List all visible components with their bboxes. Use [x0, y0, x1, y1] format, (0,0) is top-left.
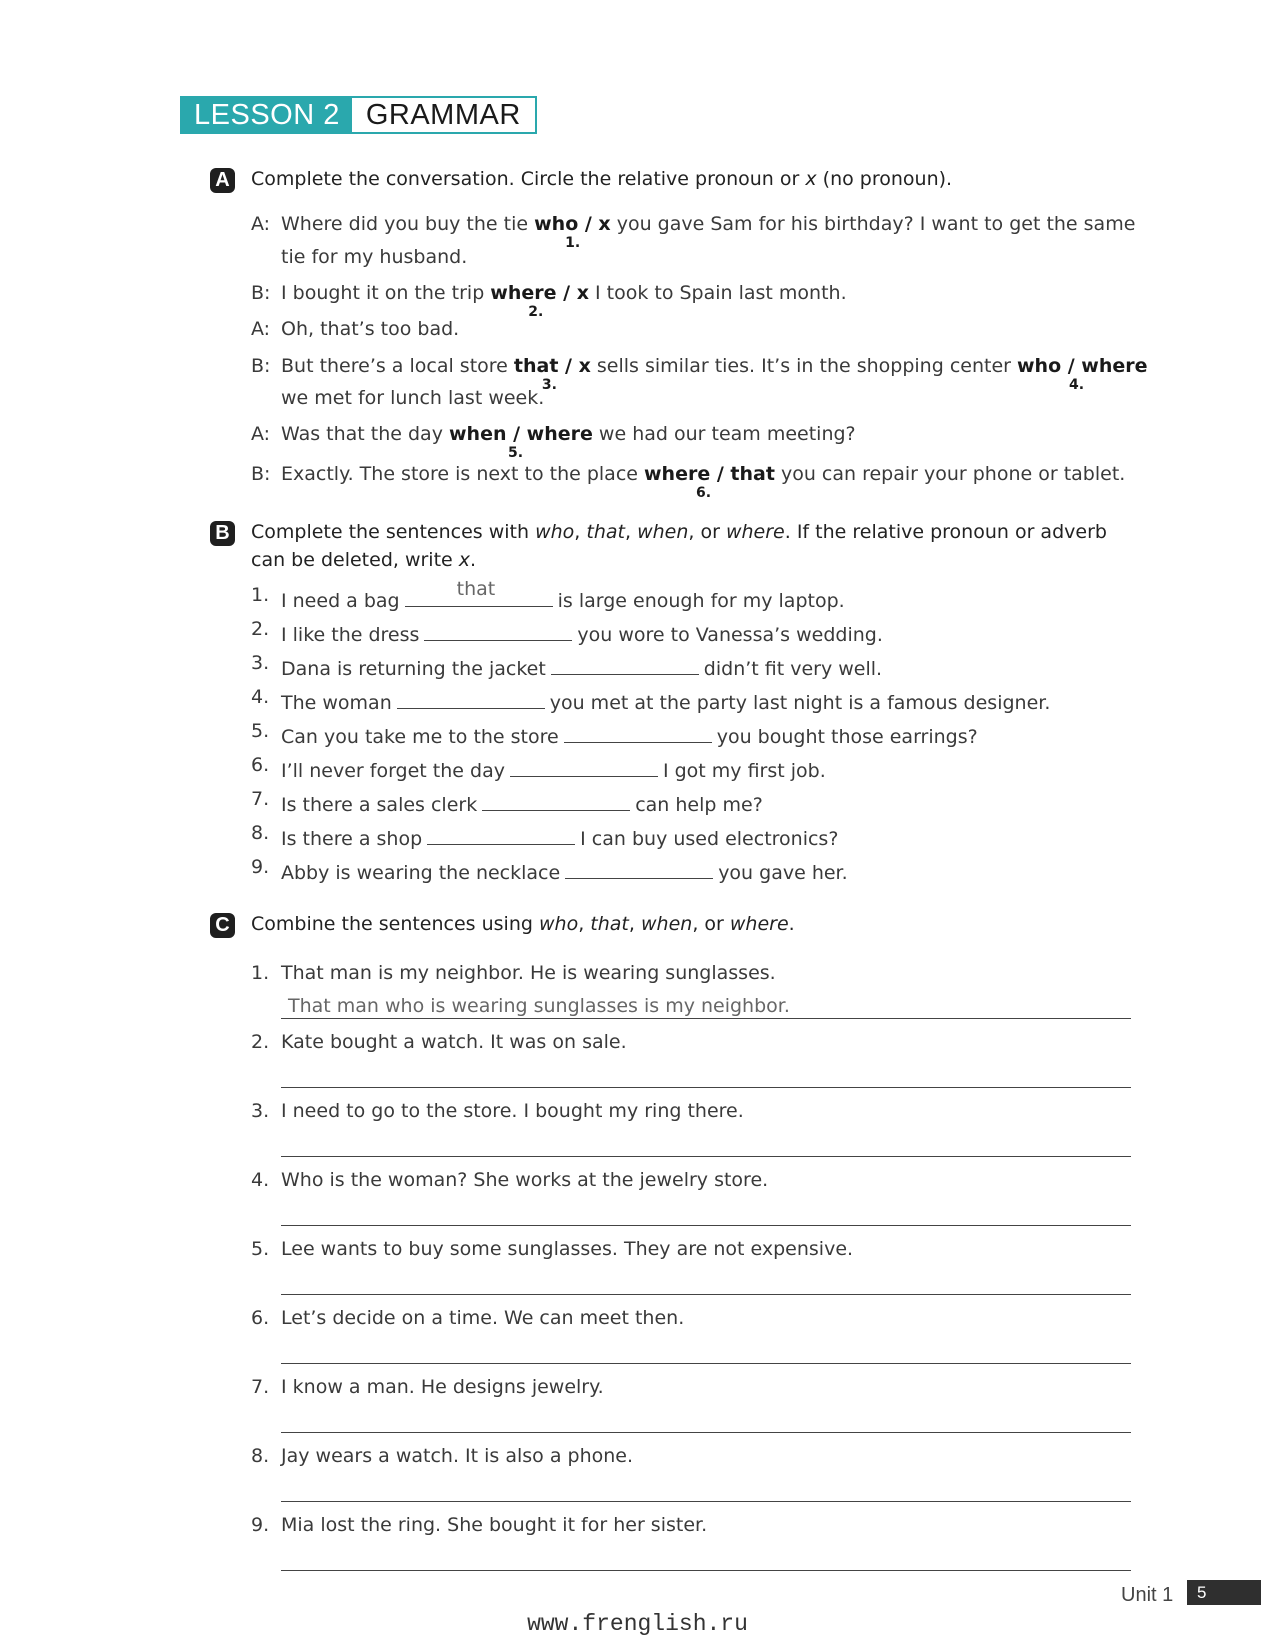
sentence-start: Abby is wearing the necklace: [281, 862, 561, 884]
answer-blank[interactable]: [397, 686, 545, 709]
item-number: 9.: [251, 856, 270, 878]
dialogue-line: [281, 355, 1148, 393]
sentences-to-combine: I need to go to the store. I bought my ring there.: [281, 1100, 744, 1122]
item-marker: 5.: [508, 445, 524, 461]
answer-blank[interactable]: [482, 788, 630, 811]
answer-blank[interactable]: [405, 578, 553, 607]
sentence-start: I’ll never forget the day: [281, 760, 505, 782]
dialogue-text: you gave Sam for his birthday? I want to get the same: [610, 213, 1136, 235]
fill-in-sentence: [281, 788, 763, 816]
item-number: 8.: [251, 822, 270, 844]
instruction-text: Complete the conversation. Circle the relative pronoun or: [251, 168, 806, 190]
answer-blank[interactable]: [565, 856, 713, 879]
unit-label: Unit 1: [1121, 1584, 1174, 1606]
dialogue-text: we had our team meeting?: [592, 423, 856, 445]
item-number: 6.: [251, 754, 270, 776]
sentence-start: Is there a shop: [281, 828, 423, 850]
pronoun-choice[interactable]: that / x 3.: [513, 355, 591, 393]
section-a-badge: A: [210, 168, 235, 193]
handwritten-answer: that: [456, 578, 496, 600]
speaker-label: B:: [251, 282, 271, 304]
dialogue-text: I took to Spain last month.: [588, 282, 847, 304]
fill-in-sentence: [281, 578, 845, 612]
dialogue-line: [281, 463, 1126, 501]
dialogue-text: Exactly. The store is next to the place: [281, 463, 644, 485]
sentences-to-combine: Lee wants to buy some sunglasses. They are not expensive.: [281, 1238, 854, 1260]
fill-in-sentence: [281, 822, 838, 850]
dialogue-line: [281, 423, 856, 461]
item-marker: 6.: [696, 485, 712, 501]
sentence-end: you bought those earrings?: [716, 726, 978, 748]
answer-blank[interactable]: [427, 822, 575, 845]
speaker-label: A:: [251, 423, 271, 445]
answer-blank[interactable]: [510, 754, 658, 777]
sentence-start: I need a bag: [281, 590, 400, 612]
sentences-to-combine: Mia lost the ring. She bought it for her sister.: [281, 1514, 708, 1536]
sentence-start: I like the dress: [281, 624, 420, 646]
answer-blank[interactable]: [564, 720, 712, 743]
sentences-to-combine: That man is my neighbor. He is wearing sunglasses.: [281, 962, 776, 984]
section-c-badge: C: [210, 913, 235, 938]
sentence-start: Can you take me to the store: [281, 726, 559, 748]
item-number: 4.: [251, 686, 270, 708]
pronoun-choice[interactable]: where / x 2.: [490, 282, 589, 320]
answer-line[interactable]: [281, 1225, 1131, 1226]
instruction-text: (no pronoun).: [816, 168, 953, 190]
sentence-end: I got my first job.: [662, 760, 826, 782]
sentence-start: Dana is returning the jacket: [281, 658, 546, 680]
section-b-instruction: Complete the sentences with who, that, when, or where. If the relative pronoun or adverb can be deleted, write x.: [251, 521, 1107, 571]
sentence-end: you met at the party last night is a famous designer.: [549, 692, 1051, 714]
answer-line[interactable]: [281, 1363, 1131, 1364]
item-number: 4.: [251, 1169, 270, 1191]
section-c-instruction: Combine the sentences using who, that, when, or where.: [251, 913, 795, 935]
item-number: 1.: [251, 962, 270, 984]
dialogue-text: Where did you buy the tie: [281, 213, 535, 235]
item-number: 5.: [251, 1238, 270, 1260]
sentence-end: you gave her.: [718, 862, 848, 884]
fill-in-sentence: [281, 686, 1050, 714]
item-number: 7.: [251, 1376, 270, 1398]
website-footer: www.frenglish.ru: [527, 1611, 748, 1637]
item-marker: 4.: [1069, 377, 1085, 393]
section-b-badge: B: [210, 521, 235, 546]
dialogue-text: But there’s a local store: [281, 355, 514, 377]
item-marker: 2.: [528, 304, 544, 320]
sentences-to-combine: Jay wears a watch. It is also a phone.: [281, 1445, 634, 1467]
handwritten-answer: That man who is wearing sunglasses is my neighbor.: [288, 995, 790, 1017]
fill-in-sentence: [281, 618, 883, 646]
item-number: 3.: [251, 1100, 270, 1122]
item-marker: 3.: [541, 377, 557, 393]
answer-line[interactable]: [281, 1432, 1131, 1433]
answer-blank[interactable]: [424, 618, 572, 641]
answer-blank[interactable]: [551, 652, 699, 675]
dialogue-text: sells similar ties. It’s in the shopping center: [590, 355, 1017, 377]
sentence-end: I can buy used electronics?: [580, 828, 839, 850]
sentence-end: can help me?: [635, 794, 763, 816]
item-number: 3.: [251, 652, 270, 674]
item-number: 6.: [251, 1307, 270, 1329]
dialogue-text: you can repair your phone or tablet.: [774, 463, 1126, 485]
item-number: 5.: [251, 720, 270, 742]
speaker-label: A:: [251, 318, 271, 340]
speaker-label: B:: [251, 463, 271, 485]
answer-line[interactable]: [281, 1156, 1131, 1157]
item-number: 1.: [251, 584, 270, 606]
dialogue-text: I bought it on the trip: [281, 282, 491, 304]
dialogue-line: [281, 282, 847, 320]
lesson-tag: LESSON 2: [182, 98, 352, 132]
sentences-to-combine: Kate bought a watch. It was on sale.: [281, 1031, 627, 1053]
dialogue-continuation: we met for lunch last week.: [281, 387, 545, 409]
sentence-end: is large enough for my laptop.: [557, 590, 845, 612]
speaker-label: B:: [251, 355, 271, 377]
sentence-start: Is there a sales clerk: [281, 794, 478, 816]
sentences-to-combine: Let’s decide on a time. We can meet then.: [281, 1307, 685, 1329]
pronoun-choice[interactable]: who / where 4.: [1017, 355, 1148, 393]
dialogue-continuation: tie for my husband.: [281, 246, 468, 268]
sentence-start: The woman: [281, 692, 392, 714]
speaker-label: A:: [251, 213, 271, 235]
pronoun-choice[interactable]: when / where 5.: [449, 423, 593, 461]
fill-in-sentence: [281, 720, 978, 748]
dialogue-line: Oh, that’s too bad.: [281, 318, 460, 340]
dialogue-line: [281, 213, 1136, 251]
fill-in-sentence: [281, 652, 882, 680]
sentences-to-combine: Who is the woman? She works at the jewelry store.: [281, 1169, 769, 1191]
answer-line[interactable]: [281, 1294, 1131, 1295]
dialogue-text: Was that the day: [281, 423, 449, 445]
item-marker: 1.: [565, 235, 581, 251]
fill-in-sentence: [281, 856, 848, 884]
section-a-instruction: [251, 165, 1131, 193]
instruction-x: x: [805, 168, 817, 190]
pronoun-choice[interactable]: where / that 6.: [644, 463, 775, 501]
pronoun-choice[interactable]: who / x 1.: [534, 213, 611, 251]
answer-line[interactable]: [281, 1087, 1131, 1088]
item-number: 2.: [251, 1031, 270, 1053]
fill-in-sentence: [281, 754, 826, 782]
item-number: 7.: [251, 788, 270, 810]
answer-line[interactable]: [281, 1018, 1131, 1019]
item-number: 9.: [251, 1514, 270, 1536]
sentence-end: didn’t fit very well.: [703, 658, 883, 680]
sentences-to-combine: I know a man. He designs jewelry.: [281, 1376, 604, 1398]
item-number: 8.: [251, 1445, 270, 1467]
item-number: 2.: [251, 618, 270, 640]
sentence-end: you wore to Vanessa’s wedding.: [577, 624, 883, 646]
lesson-title: GRAMMAR: [365, 99, 521, 131]
lesson-header: [180, 96, 537, 134]
page-number: 5: [1187, 1580, 1261, 1605]
answer-line[interactable]: [281, 1501, 1131, 1502]
answer-line[interactable]: [281, 1570, 1131, 1571]
